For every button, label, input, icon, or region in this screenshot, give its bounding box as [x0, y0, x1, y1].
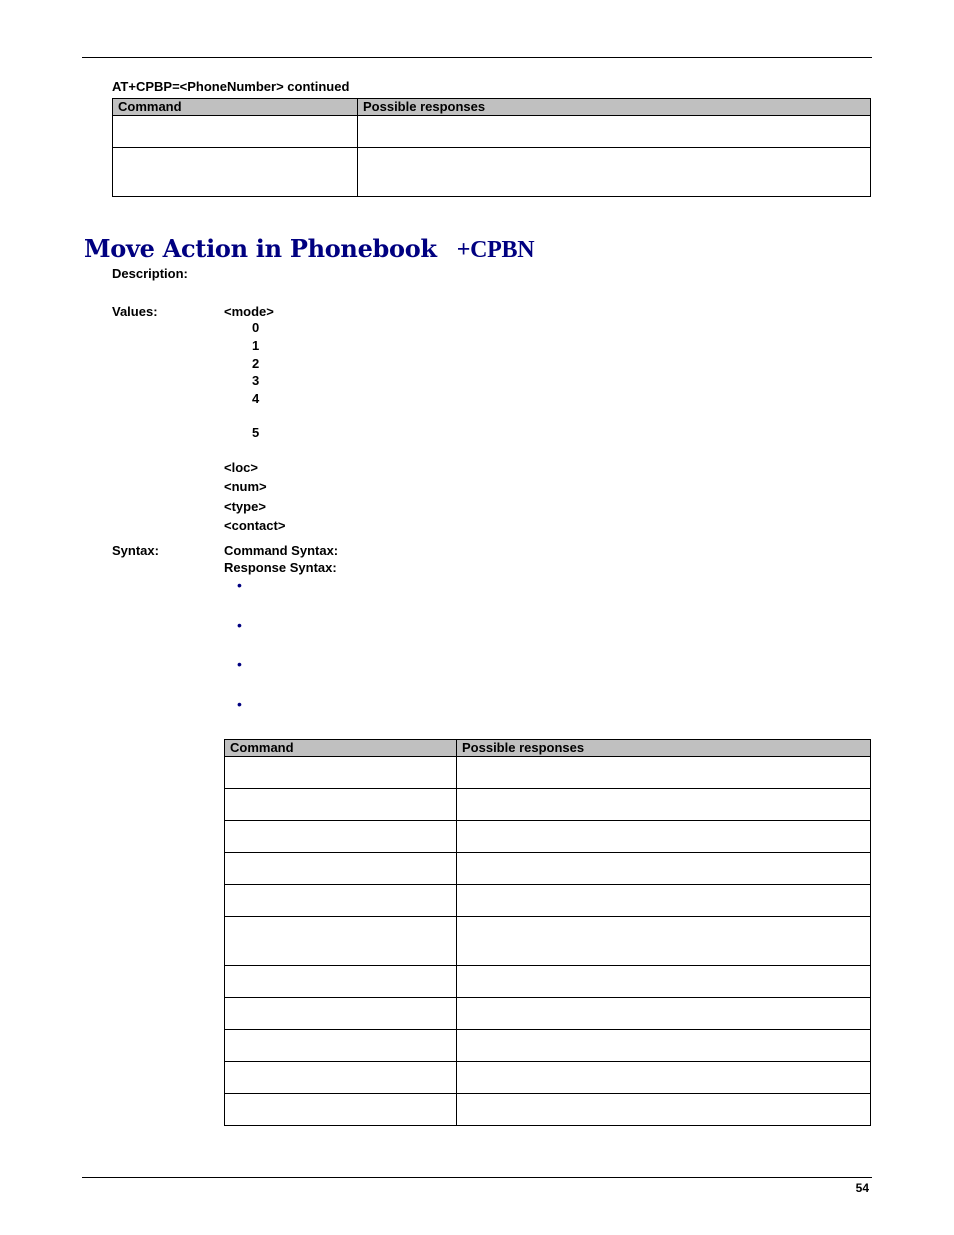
page-number: 54 [855, 1181, 869, 1195]
continued-title: AT+CPBP=<PhoneNumber> continued [112, 79, 350, 94]
mode-param: <mode> [224, 304, 274, 319]
response-cell [457, 885, 871, 917]
contact-param: <contact> [224, 518, 286, 533]
response-cell [457, 1062, 871, 1094]
cpbp-table [112, 98, 871, 197]
command-cell [225, 1062, 457, 1094]
table-row [225, 1030, 871, 1062]
table-header-row [113, 99, 871, 116]
command-cell [225, 966, 457, 998]
table-row [225, 917, 871, 966]
command-cell [225, 853, 457, 885]
response-cell [358, 148, 871, 197]
command-cell [225, 917, 457, 966]
loc-param: <loc> [224, 460, 258, 475]
syntax-label: Syntax: [112, 543, 159, 558]
bullet-icon: • [237, 577, 242, 593]
section-title-text: Move Action in Phonebook [84, 234, 437, 263]
command-syntax-label: Command Syntax: [224, 543, 339, 558]
command-cell [225, 885, 457, 917]
response-cell [457, 1094, 871, 1126]
mode-value: 2 [252, 356, 260, 371]
response-cell [457, 853, 871, 885]
command-cell [225, 998, 457, 1030]
command-cell [225, 789, 457, 821]
table-header-row [225, 740, 871, 757]
table-row [225, 789, 871, 821]
bullet-icon: • [237, 656, 242, 672]
table-row [225, 821, 871, 853]
command-header: Command [113, 99, 358, 116]
table-row [225, 885, 871, 917]
command-cell [225, 1094, 457, 1126]
response-cell [457, 917, 871, 966]
response-syntax-label: Response Syntax: [224, 560, 337, 575]
table-row [225, 1062, 871, 1094]
section-title [84, 234, 534, 264]
response-cell [457, 1030, 871, 1062]
section-command: +CPBN [456, 237, 535, 263]
bullet-icon: • [237, 617, 242, 633]
type-param: <type> [224, 499, 266, 514]
response-cell [457, 966, 871, 998]
command-cell [113, 148, 358, 197]
response-cell [457, 789, 871, 821]
table-row [113, 116, 871, 148]
description-label: Description: [112, 266, 188, 281]
command-header: Command [225, 740, 457, 757]
mode-value: 3 [252, 373, 260, 388]
cpbn-table [224, 739, 871, 1126]
table-row [225, 757, 871, 789]
command-cell [113, 116, 358, 148]
response-cell [457, 821, 871, 853]
table-row [225, 853, 871, 885]
command-cell [225, 1030, 457, 1062]
mode-value: 5 [252, 425, 260, 440]
values-label: Values: [112, 304, 158, 319]
responses-header: Possible responses [358, 99, 871, 116]
num-param: <num> [224, 479, 267, 494]
mode-value: 1 [252, 338, 260, 353]
mode-value: 4 [252, 391, 260, 406]
command-cell [225, 821, 457, 853]
footer-rule [82, 1177, 872, 1178]
response-cell [457, 998, 871, 1030]
response-cell [358, 116, 871, 148]
table-row [113, 148, 871, 197]
table-row [225, 998, 871, 1030]
bullet-icon: • [237, 696, 242, 712]
header-rule [82, 57, 872, 58]
command-cell [225, 757, 457, 789]
response-cell [457, 757, 871, 789]
mode-value: 0 [252, 320, 260, 335]
table-row [225, 1094, 871, 1126]
table-row [225, 966, 871, 998]
responses-header: Possible responses [457, 740, 871, 757]
